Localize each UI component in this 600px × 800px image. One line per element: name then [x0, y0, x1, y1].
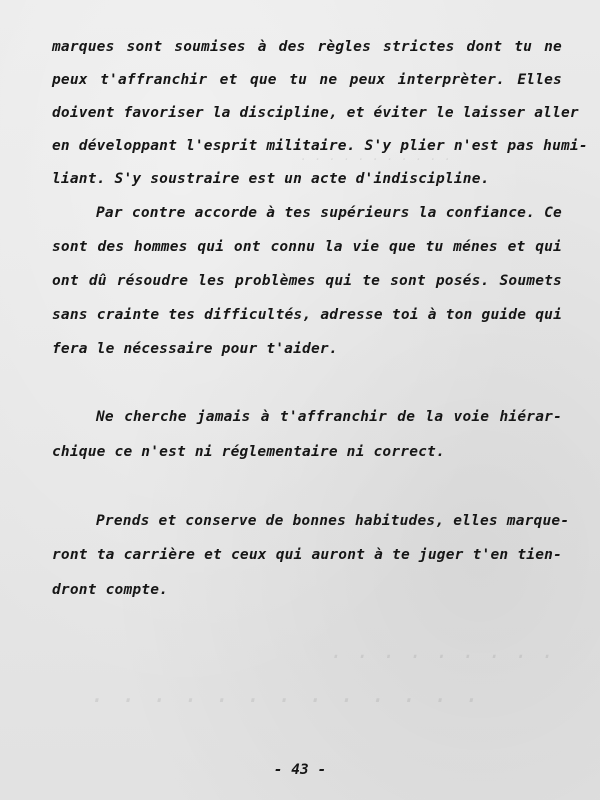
text-line: doivent favoriser la discipline, et éviter le laisser aller [52, 105, 579, 121]
show-through-text: . . . . . . . . . [330, 640, 555, 665]
text-line: sont des hommes qui ont connu la vie que tu ménes et qui [52, 239, 562, 255]
text-line: fera le nécessaire pour t'aider. [52, 341, 338, 357]
text-line: sans crainte tes difficultés, adresse toi à ton guide qui [52, 307, 562, 323]
text-line: chique ce n'est ni réglementaire ni correct. [52, 444, 445, 460]
text-line: peux t'affranchir et que tu ne peux interprèter. Elles [52, 72, 562, 88]
text-line: en développant l'esprit militaire. S'y plier n'est pas humi- [52, 138, 588, 154]
page-number: - 43 - [273, 762, 327, 778]
text-line: dront compte. [52, 582, 169, 598]
text-line: marques sont soumises à des règles strictes dont tu ne [52, 39, 562, 55]
show-through-text: . . . . . . . . . . . . . [90, 680, 481, 710]
text-line: liant. S'y soustraire est un acte d'indiscipline. [52, 171, 490, 187]
text-line: ont dû résoudre les problèmes qui te sont posés. Soumets [52, 273, 562, 289]
show-through-text: . . . . . . . . . . . [300, 150, 452, 164]
text-line: Par contre accorde à tes supérieurs la confiance. Ce [96, 205, 562, 221]
text-line: Ne cherche jamais à t'affranchir de la voie hiérar- [96, 409, 562, 425]
text-line: ront ta carrière et ceux qui auront à te juger t'en tien- [52, 547, 562, 563]
text-line: Prends et conserve de bonnes habitudes, elles marque- [96, 513, 570, 529]
